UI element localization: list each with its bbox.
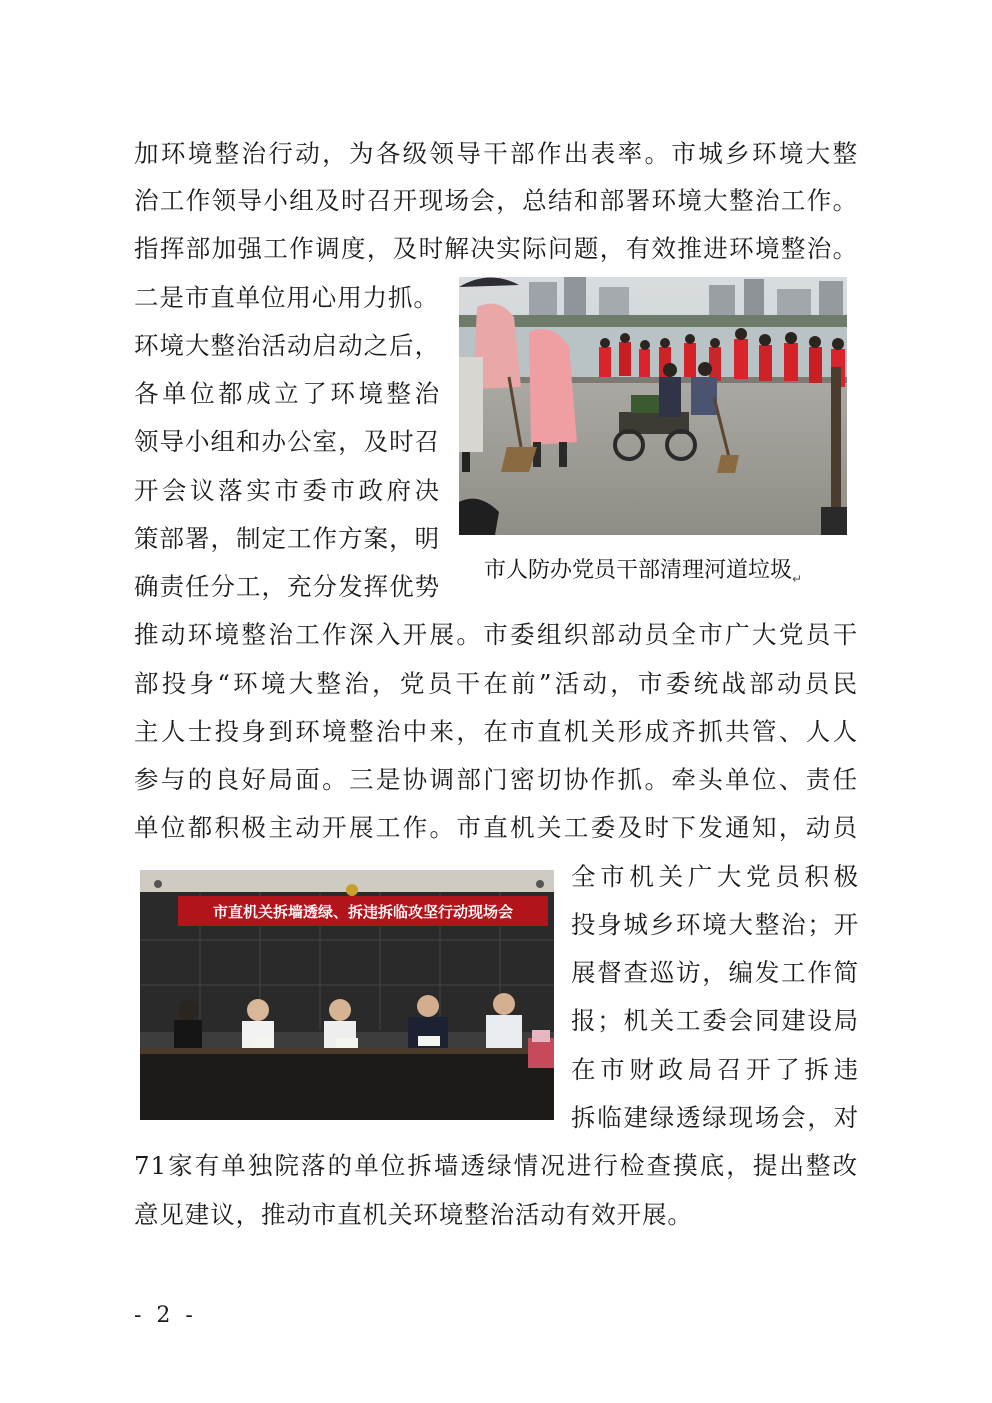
photo-caption bbox=[484, 555, 844, 587]
paragraph-line: 投身城乡环境大整治；开 bbox=[571, 910, 859, 939]
paragraph-line: 报；机关工委会同建设局 bbox=[571, 1006, 859, 1035]
paragraph-line: 在市财政局召开了拆违 bbox=[571, 1055, 859, 1084]
caption-text: 市人防办党员干部清理河道垃圾 bbox=[484, 558, 793, 583]
meeting-banner-text: 市直机关拆墙透绿、拆违拆临攻坚行动现场会 bbox=[212, 903, 514, 921]
paragraph-line: 领导小组和办公室，及时召 bbox=[134, 427, 440, 456]
paragraph-line: 环境大整治活动启动之后， bbox=[134, 331, 440, 360]
paragraph-line: 71家有单独院落的单位拆墙透绿情况进行检查摸底，提出整改 bbox=[134, 1151, 858, 1180]
paragraph-line: 推动环境整治工作深入开展。市委组织部动员全市广大党员干 bbox=[134, 620, 858, 649]
paragraph-line: 展督查巡访，编发工作简 bbox=[571, 958, 859, 987]
river-cleanup-photo bbox=[459, 277, 847, 535]
paragraph-line: 拆临建绿透绿现场会，对 bbox=[571, 1103, 859, 1132]
paragraph-line: 部投身“环境大整治，党员干在前”活动，市委统战部动员民 bbox=[134, 669, 858, 698]
paragraph-line: 治工作领导小组及时召开现场会，总结和部署环境大整治工作。 bbox=[134, 186, 858, 215]
paragraph-line: 意见建议，推动市直机关环境整治活动有效开展。 bbox=[134, 1200, 693, 1229]
paragraph-line: 参与的良好局面。三是协调部门密切协作抓。牵头单位、责任 bbox=[134, 765, 858, 794]
paragraph-line: 单位都积极主动开展工作。市直机关工委及时下发通知，动员 bbox=[134, 813, 858, 842]
meeting-photo bbox=[140, 870, 554, 1120]
paragraph-line: 加环境整治行动，为各级领导干部作出表率。市城乡环境大整 bbox=[134, 139, 858, 168]
page-number: - 2 - bbox=[134, 1303, 197, 1328]
paragraph-line: 二是市直单位用心用力抓。 bbox=[134, 283, 439, 312]
paragraph-line: 各单位都成立了环境整治 bbox=[134, 379, 440, 408]
return-mark-icon: ↵ bbox=[792, 572, 803, 586]
paragraph-line: 主人士投身到环境整治中来，在市直机关形成齐抓共管、人人 bbox=[134, 717, 858, 746]
paragraph-line: 确责任分工，充分发挥优势 bbox=[134, 572, 440, 601]
paragraph-line: 策部署，制定工作方案，明 bbox=[134, 524, 440, 553]
paragraph-line: 指挥部加强工作调度，及时解决实际问题，有效推进环境整治。 bbox=[134, 234, 858, 263]
paragraph-line: 开会议落实市委市政府决 bbox=[134, 476, 440, 505]
paragraph-line: 全市机关广大党员积极 bbox=[571, 862, 859, 891]
